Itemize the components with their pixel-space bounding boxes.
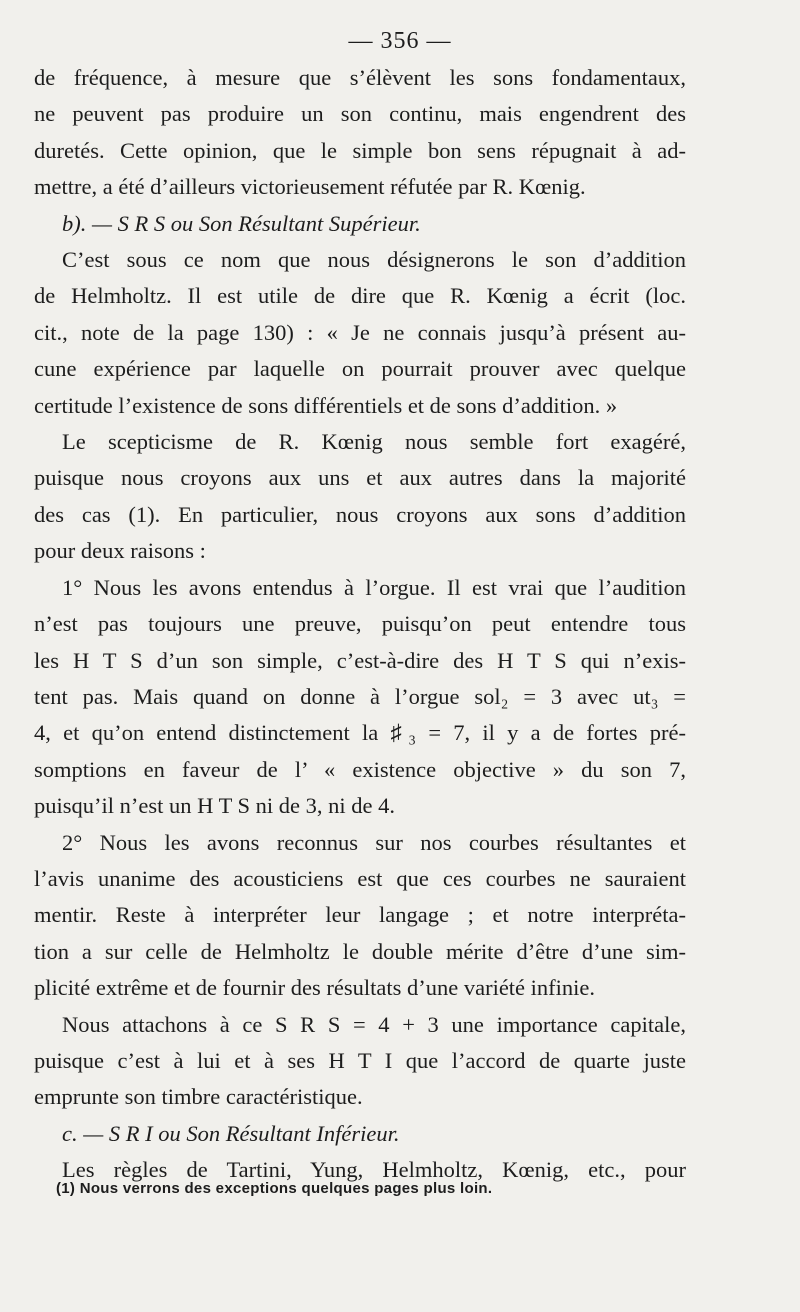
text-line: tion a sur celle de Helmholtz le double mérite d’être d’une sim- (34, 938, 686, 964)
text-line: de Helmholtz. Il est utile de dire que R. Kœnig a écrit (loc. (34, 283, 686, 309)
text-line: ne peuvent pas produire un son continu, mais engendrent des (34, 101, 686, 127)
text-line: cune expérience par laquelle on pourrait prouver avec quelque (34, 356, 686, 382)
section-heading-b: b). — S R S ou Son Résultant Supérieur. (62, 210, 421, 236)
text-line: emprunte son timbre caractéristique. (34, 1084, 363, 1110)
text-line: 2° Nous les avons reconnus sur nos courbes résultantes et (62, 829, 686, 855)
footnote: (1) Nous verrons des exceptions quelques pages plus loin. (56, 1180, 493, 1197)
text-line: de fréquence, à mesure que s’élèvent les sons fondamentaux, (34, 65, 686, 90)
text-line: puisqu’il n’est un H T S ni de 3, ni de 4. (34, 793, 396, 819)
text-line: C’est sous ce nom que nous désignerons le son d’addition (62, 247, 686, 273)
page-number: — 356 — (348, 28, 452, 54)
text-line: mentir. Reste à interpréter leur langage ; et notre interpréta- (34, 902, 686, 928)
text-line: Le scepticisme de R. Kœnig nous semble fort exagéré, (62, 429, 686, 455)
text-line: puisque c’est à lui et à ses H T I que l’accord de quarte juste (34, 1047, 686, 1073)
text-line: tent pas. Mais quand on donne à l’orgue sol₂ = 3 avec ut₃ = (34, 683, 686, 709)
text-line: somptions en faveur de l’ « existence objective » du son 7, (34, 756, 686, 782)
text-line: l’avis unanime des acousticiens est que ces courbes ne sauraient (34, 865, 686, 891)
text-line: des cas (1). En particulier, nous croyons aux sons d’addition (34, 501, 686, 527)
text-line: cit., note de la page 130) : « Je ne connais jusqu’à présent au- (34, 319, 686, 345)
text-line: Les règles de Tartini, Yung, Helmholtz, Kœnig, etc., pour (62, 1157, 686, 1183)
text-line: les H T S d’un son simple, c’est-à-dire des H T S qui n’exis- (34, 647, 686, 673)
text-line: 4, et qu’on entend distinctement la ♯₃ = 7, il y a de fortes pré- (34, 720, 686, 746)
text-line: 1° Nous les avons entendus à l’orgue. Il est vrai que l’audition (62, 574, 686, 600)
text-line: pour deux raisons : (34, 538, 206, 564)
text-line: mettre, a été d’ailleurs victorieusement réfutée par R. Kœnig. (34, 174, 586, 200)
body-text (34, 60, 686, 1189)
text-line: Nous attachons à ce S R S = 4 + 3 une importance capitale, (62, 1011, 686, 1037)
text-line: n’est pas toujours une preuve, puisqu’on peut entendre tous (34, 611, 686, 637)
section-heading-c: c. — S R I ou Son Résultant Inférieur. (62, 1120, 400, 1146)
text-line: puisque nous croyons aux uns et aux autres dans la majorité (34, 465, 686, 491)
text-line: duretés. Cette opinion, que le simple bon sens répugnait à ad- (34, 137, 686, 163)
text-line: plicité extrême et de fournir des résultats d’une variété infinie. (34, 975, 596, 1001)
text-line: certitude l’existence de sons différentiels et de sons d’addition. » (34, 392, 618, 418)
